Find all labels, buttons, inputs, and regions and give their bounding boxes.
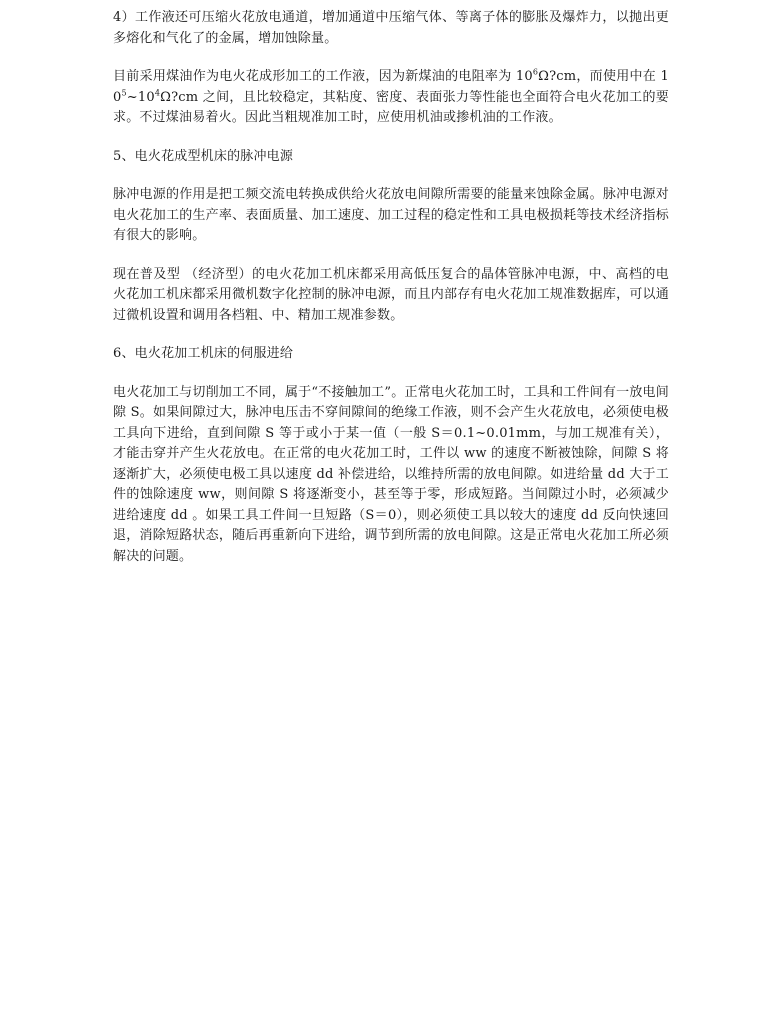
paragraph-kerosene-working-fluid bbox=[113, 67, 669, 129]
paragraph-pulse-power-function: 脉冲电源的作用是把工频交流电转换成供给火花放电间隙所需要的能量来蚀除金属。脉冲电源对电火花加工的生产率、表面质量、加工速度、加工过程的稳定性和工具电极损耗等技术经济指标有很大的影响。 bbox=[113, 187, 669, 243]
exponent-5: 5 bbox=[121, 88, 127, 98]
paragraph-working-fluid-compression: 4）工作液还可压缩火花放电通道，增加通道中压缩气体、等离子体的膨胀及爆炸力，以抛出更多熔化和气化了的金属，增加蚀除量。 bbox=[113, 10, 669, 46]
paragraph-pulse-power-types: 现在普及型 （经济型）的电火花加工机床都采用高低压复合的晶体管脉冲电源，中、高档的电火花加工机床都采用微机数字化控制的脉冲电源，而且内部存有电火花加工规准数据库，可以通过微机设置和调用各档粗、中、精加工规准参数。 bbox=[113, 266, 669, 323]
kerosene-text-a: 目前采用煤油作为电火花成形加工的工作液，因为新煤油的电阻率为 10 bbox=[113, 69, 533, 84]
kerosene-text-b: Ω?cm，而使用中在 10 bbox=[113, 69, 669, 105]
section-heading-servo-feed: 6、电火花加工机床的伺服进给 bbox=[113, 346, 294, 361]
section-heading-pulse-power: 5、电火花成型机床的脉冲电源 bbox=[113, 148, 294, 164]
exponent-4: 4 bbox=[154, 88, 161, 98]
document-page bbox=[113, 8, 669, 585]
paragraph-servo-feed-explanation: 电火花加工与切削加工不同，属于“不接触加工”。正常电火花加工时，工具和工件间有一放电间隙 S。如果间隙过大，脉冲电压击不穿间隙间的绝缘工作液，则不会产生火花放电，必须使电极工具向下进给，直到间隙 S 等于或小于某一值（一般 S＝0.1~0.01mm，与加工规准有关），才能击穿并产生火花放电。在正常的电火花加工时，工件以 ww 的速度不断被蚀除，间隙 S 将逐渐扩大，必须使电极工具以速度 dd 补偿进给，以维持所需的放电间隙。如进给量 dd 大于工件的蚀除速度 ww，则间隙 S 将逐渐变小，甚至等于零，形成短路。当间隙过小时，必须减少进给速度 dd 。如果工具工件间一旦短路（S＝0），则必须使工具以较大的速度 dd 反向快速回退，消除短路状态，随后再重新向下进给，调节到所需的放电间隙。这是正常电火花加工所必须解决的问题。 bbox=[113, 384, 669, 564]
kerosene-text-d: Ω?cm 之间，且比较稳定，其粘度、密度、表面张力等性能也全面符合电火花加工的要求。不过煤油易着火。因此当粗规准加工时，应使用机油或掺机油的工作液。 bbox=[113, 89, 669, 125]
exponent-6: 6 bbox=[532, 67, 539, 77]
kerosene-text-c: ~10 bbox=[126, 89, 155, 105]
